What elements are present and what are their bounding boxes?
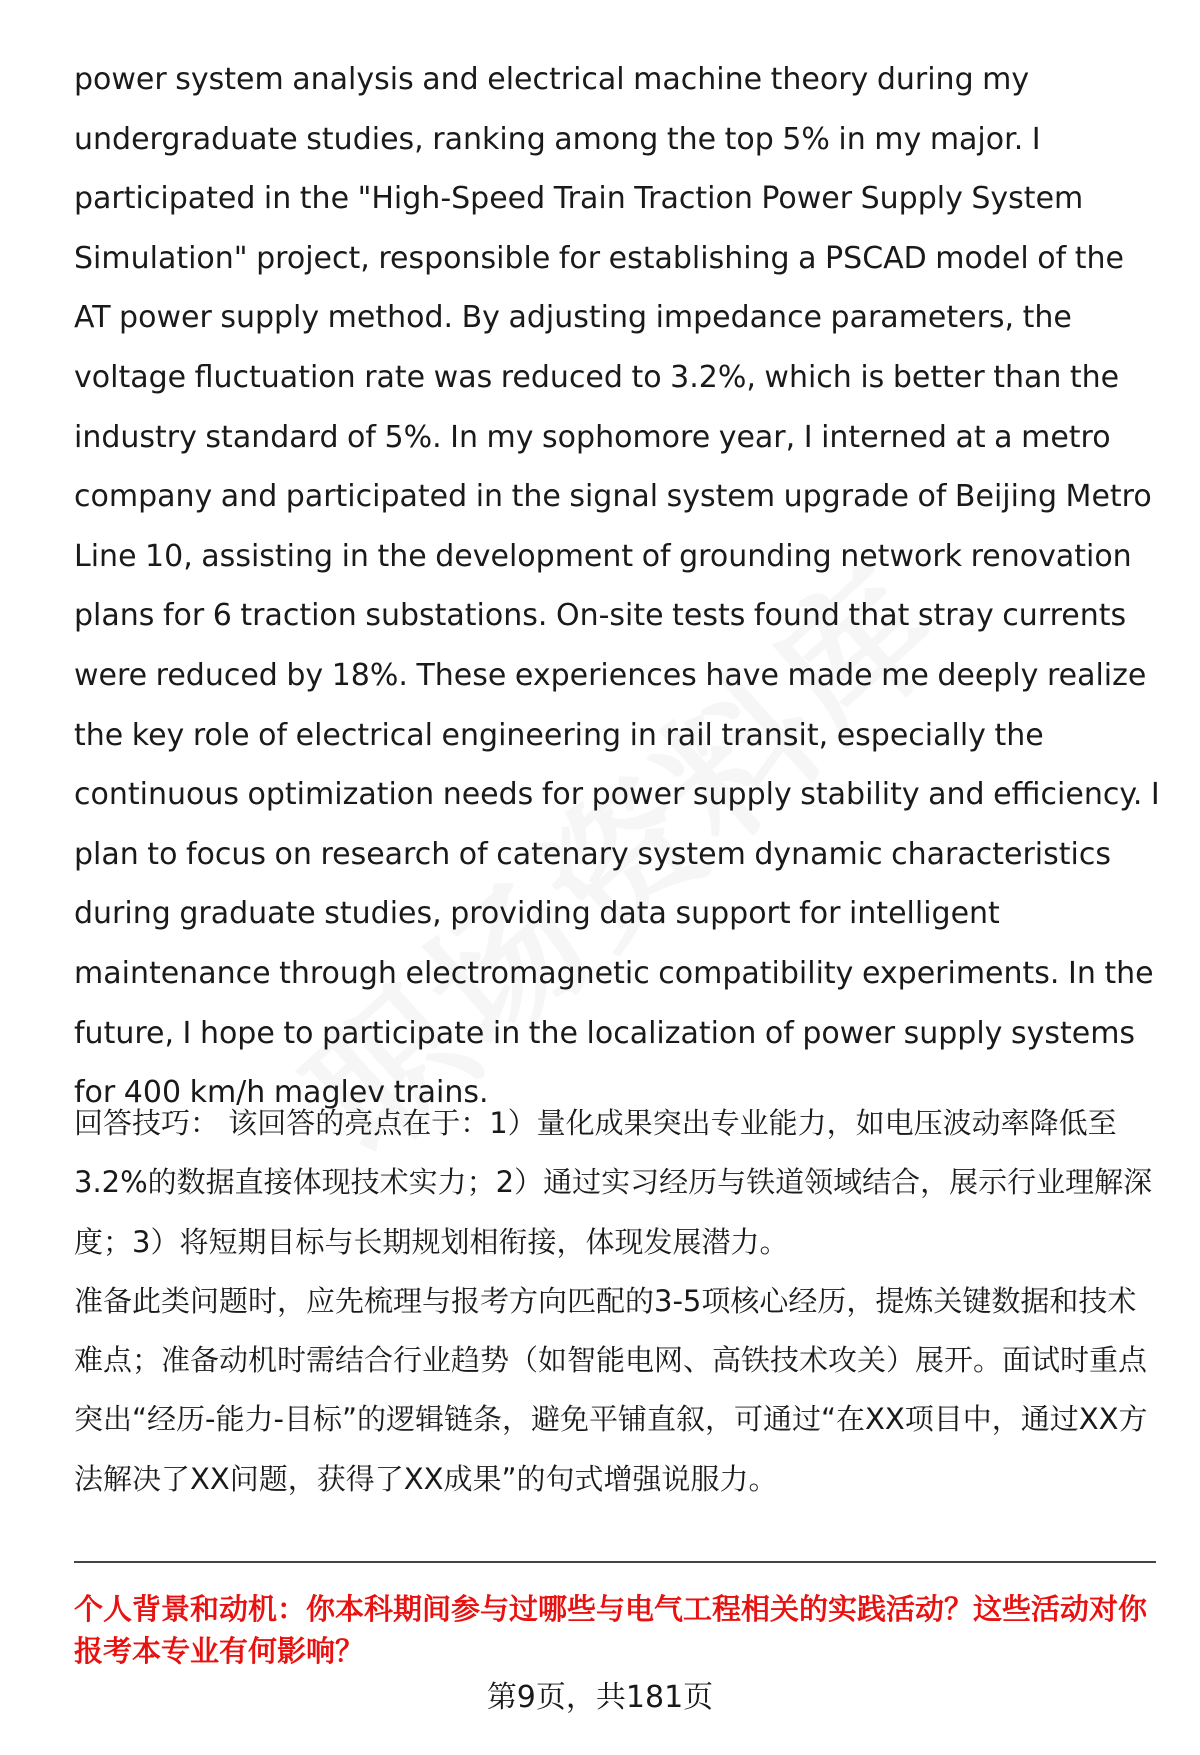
- next-question-heading: 个人背景和动机：你本科期间参与过哪些与电气工程相关的实践活动？这些活动对你报考本专业有何影响？: [74, 1592, 1148, 1668]
- page-number: 第9页，共181页: [486, 1680, 714, 1715]
- tips-paragraph-1: 回答技巧： 该回答的亮点在于：1）量化成果突出专业能力，如电压波动率降低至3.2%的数据直接体现技术实力；2）通过实习经历与铁道领域结合，展示行业理解深度；3）将短期目标与长期规划相衔接，体现发展潜力。: [74, 1106, 1153, 1259]
- answer-section: [74, 50, 1164, 1123]
- answer-paragraph: power system analysis and electrical machine theory during my undergraduate studies, ranking among the top 5% in my major. I participated in the "High-Speed Train Traction Power Supply System Simulation" project, responsible for establishing a PSCAD model of the AT power supply method. By adjusting impedance parameters, the voltage fluctuation rate was reduced to 3.2%, which is better than the industry standard of 5%. In my sophomore year, I interned at a metro company and participated in the signal system upgrade of Beijing Metro Line 10, assisting in the development of grounding network renovation plans for 6 traction substations. On-site tests found that stray currents were reduced by 18%. These experiences have made me deeply realize the key role of electrical engineering in rail transit, especially the continuous optimization needs for power supply stability and efficiency. I plan to focus on research of catenary system dynamic characteristics during graduate studies, providing data support for intelligent maintenance through electromagnetic compatibility experiments. In the future, I hope to participate in the localization of power supply systems for 400 km/h maglev trains.: [74, 62, 1160, 1111]
- tips-section: [74, 1094, 1154, 1509]
- tips-paragraph-2: 准备此类问题时，应先梳理与报考方向匹配的3-5项核心经历，提炼关键数据和技术难点；准备动机时需结合行业趋势（如智能电网、高铁技术攻关）展开。面试时重点突出“经历-能力-目标”的逻辑链条，避免平铺直叙，可通过“在XX项目中，通过XX方法解决了XX问题，获得了XX成果”的句式增强说服力。: [74, 1283, 1148, 1496]
- section-divider: [74, 1561, 1156, 1563]
